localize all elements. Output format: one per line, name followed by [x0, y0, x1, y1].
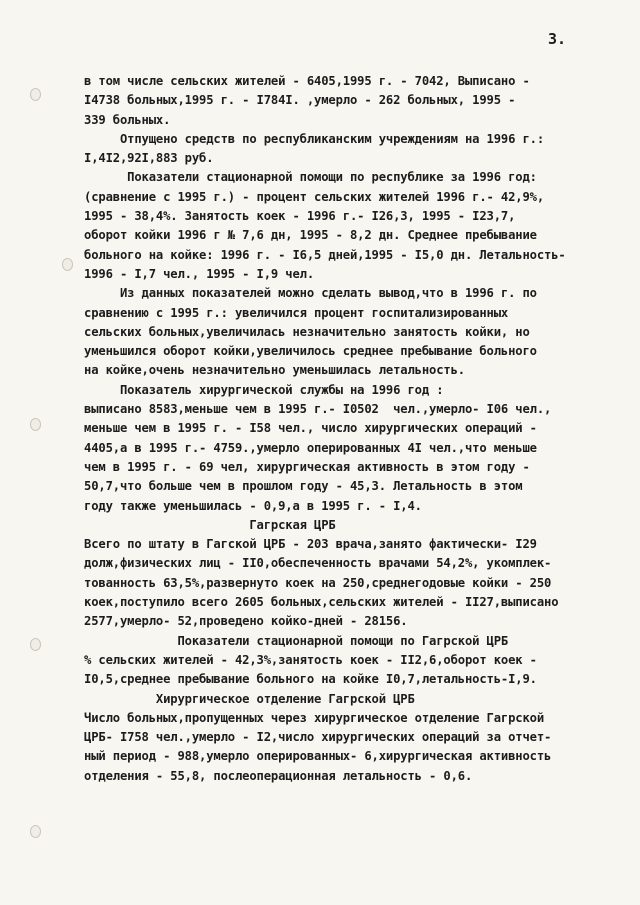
punch-hole-mark — [30, 88, 41, 101]
text-line: Отпущено средств по республиканским учреждениям на 1996 г.: — [84, 131, 544, 146]
page-number: 3. — [548, 30, 567, 48]
text-line: году также уменьшилась - 0,9,а в 1995 г. - I,4. — [84, 498, 422, 513]
text-line: больного на койке: 1996 г. - I6,5 дней,1995 - I5,0 дн. Летальность- — [84, 247, 566, 262]
section-heading: Хирургическое отделение Гагрской ЦРБ — [84, 691, 415, 706]
text-line: оборот койки 1996 г № 7,6 дн, 1995 - 8,2 дн. Среднее пребывание — [84, 228, 537, 243]
text-line: Показатель хирургической службы на 1996 год : — [84, 382, 444, 397]
text-line: 1995 - 38,4%. Занятость коек - 1996 г.- I26,3, 1995 - I23,7, — [84, 209, 516, 224]
text-line: (сравнение с 1995 г.) - процент сельских жителей 1996 г.- 42,9%, — [84, 189, 544, 204]
punch-hole-mark — [30, 825, 41, 838]
text-line: чем в 1995 г. - 69 чел, хирургическая активность в этом году - — [84, 459, 530, 474]
text-line: 339 больных. — [84, 112, 171, 127]
section-heading: Гагрская ЦРБ — [84, 517, 336, 532]
section-heading: Показатели стационарной помощи по Гагрской ЦРБ — [84, 633, 509, 648]
document-body — [84, 72, 622, 786]
text-line: тованность 63,5%,развернуто коек на 250,среднегодовые койки - 250 — [84, 575, 552, 590]
text-line: сельских больных,увеличилась незначительно занятость койки, но — [84, 324, 530, 339]
text-line: отделения - 55,8, послеоперационная летальность - 0,6. — [84, 768, 473, 783]
text-line: Число больных,пропущенных через хирургическое отделение Гагрской — [84, 710, 544, 725]
text-line: 1996 - I,7 чел., 1995 - I,9 чел. — [84, 266, 314, 281]
punch-hole-mark — [30, 638, 41, 651]
punch-hole-mark — [62, 258, 73, 271]
text-line: ЦРБ- I758 чел.,умерло - I2,число хирургических операций за отчет- — [84, 730, 552, 745]
text-line: Из данных показателей можно сделать вывод,что в 1996 г. по — [84, 286, 537, 301]
text-line: долж,физических лиц - II0,обеспеченность врачами 54,2%, укомплек- — [84, 556, 552, 571]
text-line: Показатели стационарной помощи по республике за 1996 год: — [84, 170, 537, 185]
text-line: I0,5,среднее пребывание больного на койке I0,7,летальность-I,9. — [84, 672, 537, 687]
text-line: выписано 8583,меньше чем в 1995 г.- I0502 чел.,умерло- I06 чел., — [84, 402, 552, 417]
punch-hole-mark — [30, 418, 41, 431]
text-line: 50,7,что больше чем в прошлом году - 45,3. Летальность в этом — [84, 479, 523, 494]
text-line: % сельских жителей - 42,3%,занятость коек - II2,6,оборот коек - — [84, 652, 537, 667]
text-line: в том числе сельских жителей - 6405,1995 г. - 7042, Выписано - — [84, 74, 530, 88]
text-line: меньше чем в 1995 г. - I58 чел., число хирургических операций - — [84, 421, 537, 436]
text-line: ный период - 988,умерло оперированных- 6,хирургическая активность — [84, 749, 552, 764]
text-line: 4405,а в 1995 г.- 4759.,умерло оперированных 4I чел.,что меньше — [84, 440, 537, 455]
text-line: коек,поступило всего 2605 больных,сельских жителей - II27,выписано — [84, 595, 559, 610]
text-line: на койке,очень незначительно уменьшилась летальность. — [84, 363, 465, 378]
text-line: Всего по штату в Гагской ЦРБ - 203 врача,занято фактически- I29 — [84, 537, 537, 552]
text-line: сравнению с 1995 г.: увеличился процент госпитализированных — [84, 305, 509, 320]
text-line: I4738 больных,1995 г. - I784I. ,умерло - 262 больных, 1995 - — [84, 93, 516, 108]
text-line: I,4I2,92I,883 руб. — [84, 151, 214, 166]
text-line: уменьшился оборот койки,увеличилось среднее пребывание больного — [84, 344, 537, 359]
text-line: 2577,умерло- 52,проведено койко-дней - 28156. — [84, 614, 408, 629]
